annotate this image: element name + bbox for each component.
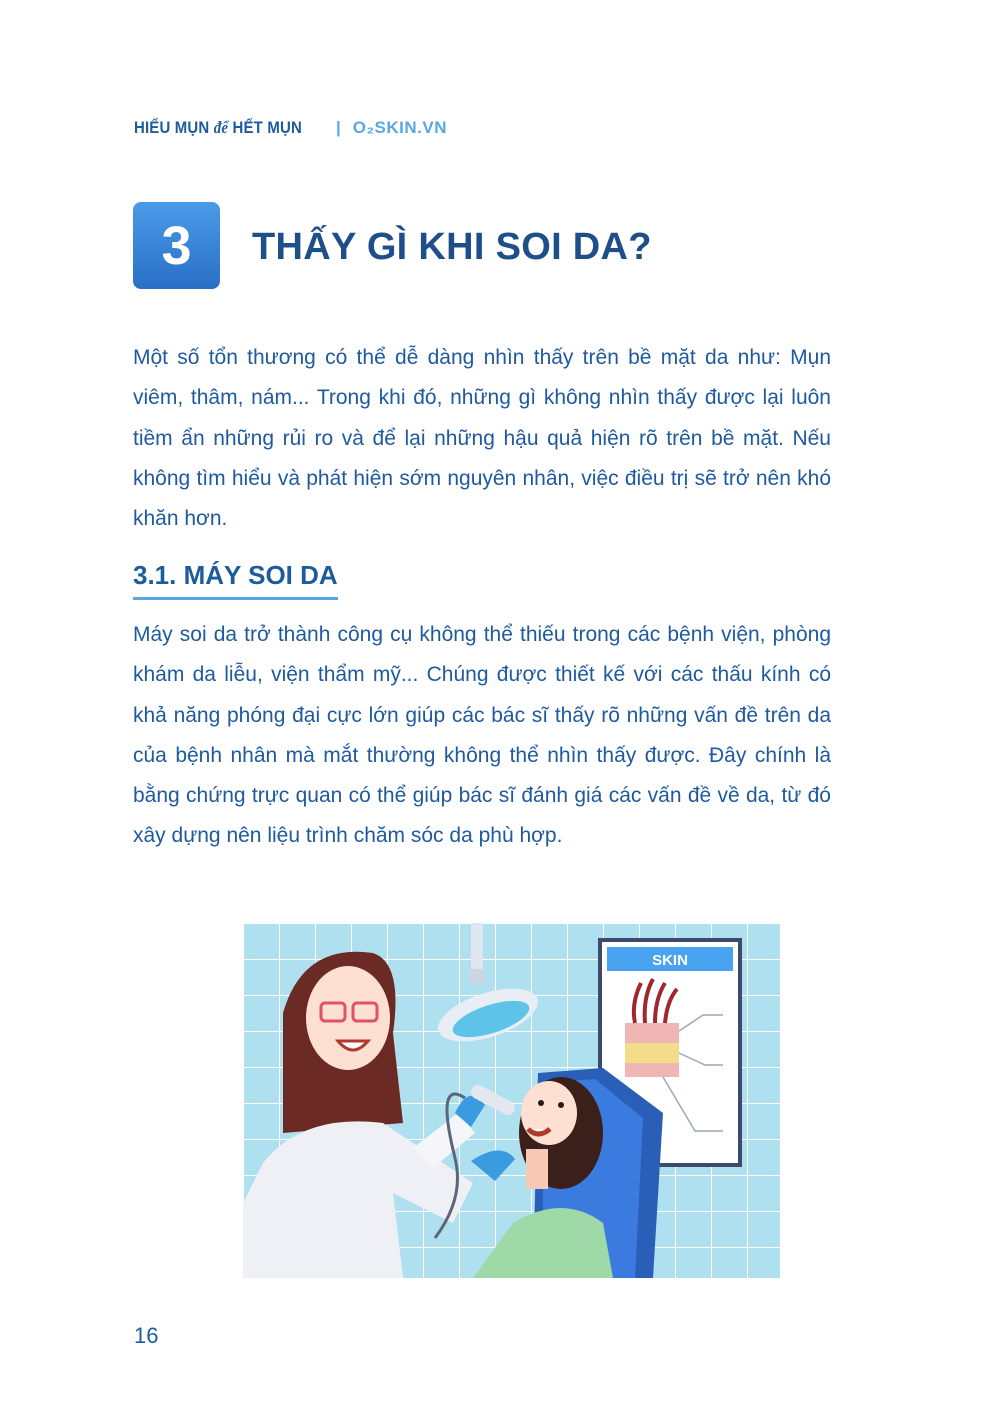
chapter-number-badge: 3 — [133, 202, 220, 289]
running-header — [134, 118, 447, 138]
chapter-title: THẤY GÌ KHI SOI DA? — [252, 226, 652, 268]
skin-exam-illustration — [243, 923, 780, 1278]
brand-end: HẾT MỤN — [232, 118, 302, 137]
brand-start: HIỂU MỤN — [134, 118, 210, 137]
section-paragraph: Máy soi da trở thành công cụ không thể thiếu trong các bệnh viện, phòng khám da liễu, viện thẩm mỹ... Chúng được thiết kế với các thấu kính có khả năng phóng đại cực lớn giúp các bác sĩ thấy rõ những vấn đề trên da của bệnh nhân mà mắt thường không thể nhìn thấy được. Đây chính là bằng chứng trực quan có thể giúp bác sĩ đánh giá các vấn đề về da, từ đó xây dựng nên liệu trình chăm sóc da phù hợp. — [133, 623, 831, 848]
site-name: O₂SKIN.VN — [352, 118, 447, 137]
section-heading: 3.1. MÁY SOI DA — [133, 560, 338, 600]
header-separator: | — [336, 118, 341, 137]
intro-paragraph: Một số tổn thương có thể dễ dàng nhìn thấy trên bề mặt da như: Mụn viêm, thâm, nám... Trong khi đó, những gì không nhìn thấy được lại luôn tiềm ẩn những rủi ro và để lại những hậu quả hiện rõ trên bề mặt. Nếu không tìm hiểu và phát hiện sớm nguyên nhân, việc điều trị sẽ trở nên khó khăn hơn. — [133, 346, 831, 531]
brand-connector: để — [213, 118, 229, 137]
poster-label: SKIN — [652, 952, 688, 969]
book-brand — [134, 118, 301, 138]
page-number: 16 — [134, 1323, 159, 1348]
